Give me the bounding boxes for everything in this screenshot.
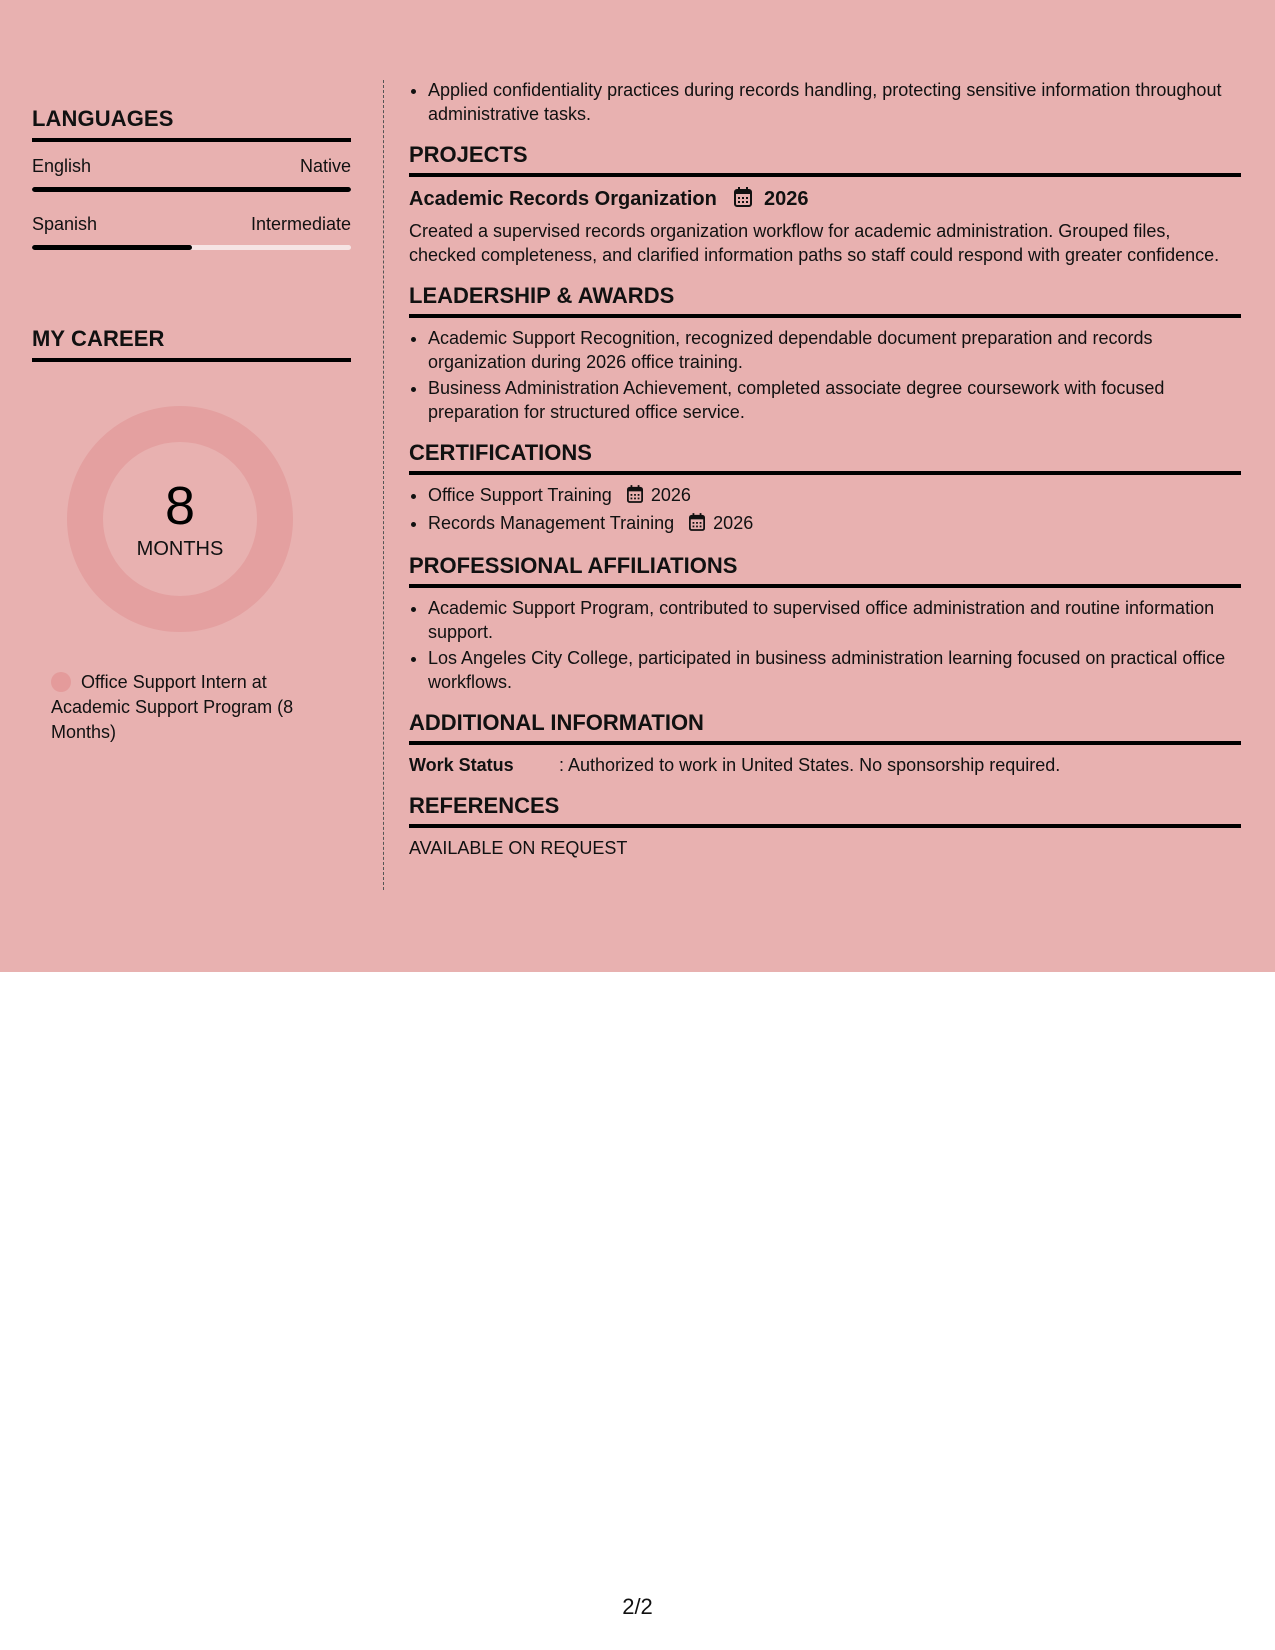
leadership-section [409,283,1241,424]
legend-dot-icon [51,672,71,692]
projects-section [409,142,1241,267]
calendar-icon [627,485,643,509]
references-heading: REFERENCES [409,793,1241,828]
additional-info-section [409,710,1241,777]
list-item: • Academic Support Program, contributed to supervised office administration and routine information support. [428,596,1241,644]
career-legend-item [51,670,341,745]
work-status-row [409,753,1241,777]
work-status-label: Work Status [409,755,514,775]
affiliations-section [409,553,1241,694]
work-status-value: : Authorized to work in United States. No sponsorship required. [559,755,1061,775]
certification-item [428,483,1241,509]
certification-item [428,511,1241,537]
certifications-heading: CERTIFICATIONS [409,440,1241,475]
language-item [32,156,351,192]
language-proficiency-bar [32,245,351,250]
sidebar [32,0,351,745]
page-number: 2/2 [622,1594,653,1619]
calendar-icon [734,187,752,215]
project-title: Academic Records Organization [409,188,717,210]
career-heading: MY CAREER [32,326,351,362]
languages-section [32,106,351,250]
additional-info-heading: ADDITIONAL INFORMATION [409,710,1241,745]
language-proficiency-fill [32,245,192,250]
main-column [409,78,1241,860]
projects-heading: PROJECTS [409,142,1241,177]
references-section [409,793,1241,860]
experience-continued-list [409,78,1241,126]
certification-name: Records Management Training [428,513,675,533]
certification-year: 2026 [713,513,754,533]
language-proficiency-fill [32,187,351,192]
certification-year: 2026 [650,485,691,505]
project-description: Created a supervised records organization workflow for academic administration. Grouped files, checked completeness, and clarified information paths so staff could respond with greater confidence. [409,221,1220,265]
column-divider [383,80,384,890]
affiliations-heading: PROFESSIONAL AFFILIATIONS [409,553,1241,588]
language-proficiency-bar [32,187,351,192]
certification-name: Office Support Training [428,485,612,505]
list-item: • Los Angeles City College, participated in business administration learning focused on practical office workflows. [428,646,1241,694]
calendar-icon [689,513,705,537]
leadership-heading: LEADERSHIP & AWARDS [409,283,1241,318]
project-title-row [409,185,1241,215]
language-item [32,214,351,250]
language-name: English [32,156,92,176]
language-level: Intermediate [250,214,351,234]
list-item: • Applied confidentiality practices during records handling, protecting sensitive information throughout administrative tasks. [428,78,1241,126]
list-item: • Business Administration Achievement, completed associate degree coursework with focused preparation for structured office service. [428,376,1241,424]
career-legend-text: Office Support Intern at Academic Support Program (8 Months) [51,672,294,742]
career-donut-chart [67,406,293,632]
language-level: Native [299,156,351,176]
certifications-section [409,440,1241,537]
project-year: 2026 [764,188,809,210]
languages-heading: LANGUAGES [32,106,351,142]
career-section [32,326,351,745]
references-text: AVAILABLE ON REQUEST [409,838,628,858]
language-name: Spanish [32,214,98,234]
career-total-unit: MONTHS [136,537,224,560]
career-total-value: 8 [164,475,196,536]
list-item: • Academic Support Recognition, recognized dependable document preparation and records organization during 2026 office training. [428,326,1241,374]
